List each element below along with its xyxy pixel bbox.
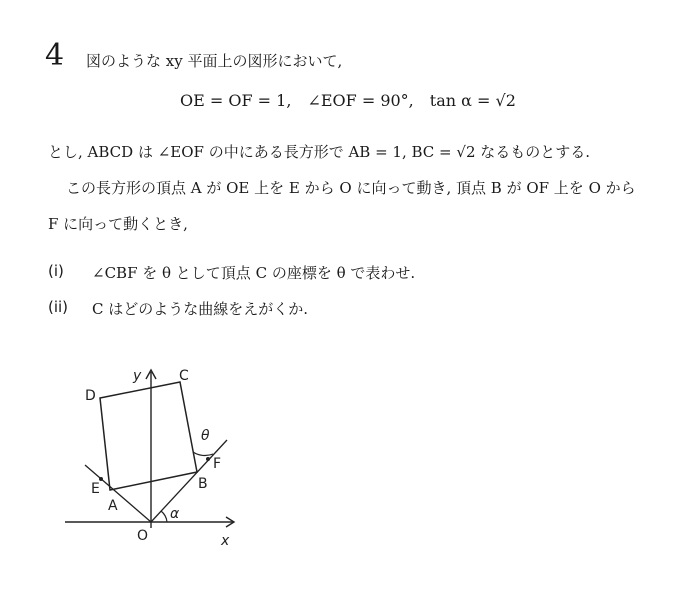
geometry-figure xyxy=(55,360,255,555)
label-e: E xyxy=(91,481,100,497)
given-equation: OE = OF = 1, ∠EOF = 90°, tan α = √2 xyxy=(180,91,516,110)
label-theta: θ xyxy=(201,428,210,444)
problem-line-2: この長方形の頂点 A が OE 上を E から O に向って動き, 頂点 B が OF 上を O から xyxy=(66,179,636,197)
label-a: A xyxy=(108,498,118,514)
label-x: x xyxy=(221,533,230,549)
point-f xyxy=(206,457,210,461)
label-c: C xyxy=(179,368,189,384)
label-b: B xyxy=(198,476,208,492)
question-2-text: C はどのような曲線をえがくか. xyxy=(92,300,309,318)
line-of xyxy=(151,440,227,522)
label-d: D xyxy=(85,388,96,404)
rectangle-abcd xyxy=(100,382,197,490)
question-2-label: (ii) xyxy=(48,298,69,316)
theta-arc xyxy=(193,452,213,456)
problem-line-3: F に向って動くとき, xyxy=(48,215,188,233)
label-f: F xyxy=(213,456,222,472)
label-y: y xyxy=(133,368,142,384)
problem-line-1: とし, ABCD は ∠EOF の中にある長方形で AB = 1, BC = √2 なるものとする. xyxy=(48,143,591,161)
label-alpha: α xyxy=(170,506,180,522)
alpha-arc xyxy=(161,511,167,522)
problem-number: 4 xyxy=(45,38,65,73)
label-o: O xyxy=(137,528,149,544)
problem-intro: 図のような xy 平面上の図形において, xyxy=(86,52,343,70)
question-1-label: (i) xyxy=(48,262,64,280)
question-1-text: ∠CBF を θ として頂点 C の座標を θ で表わせ. xyxy=(92,264,416,282)
